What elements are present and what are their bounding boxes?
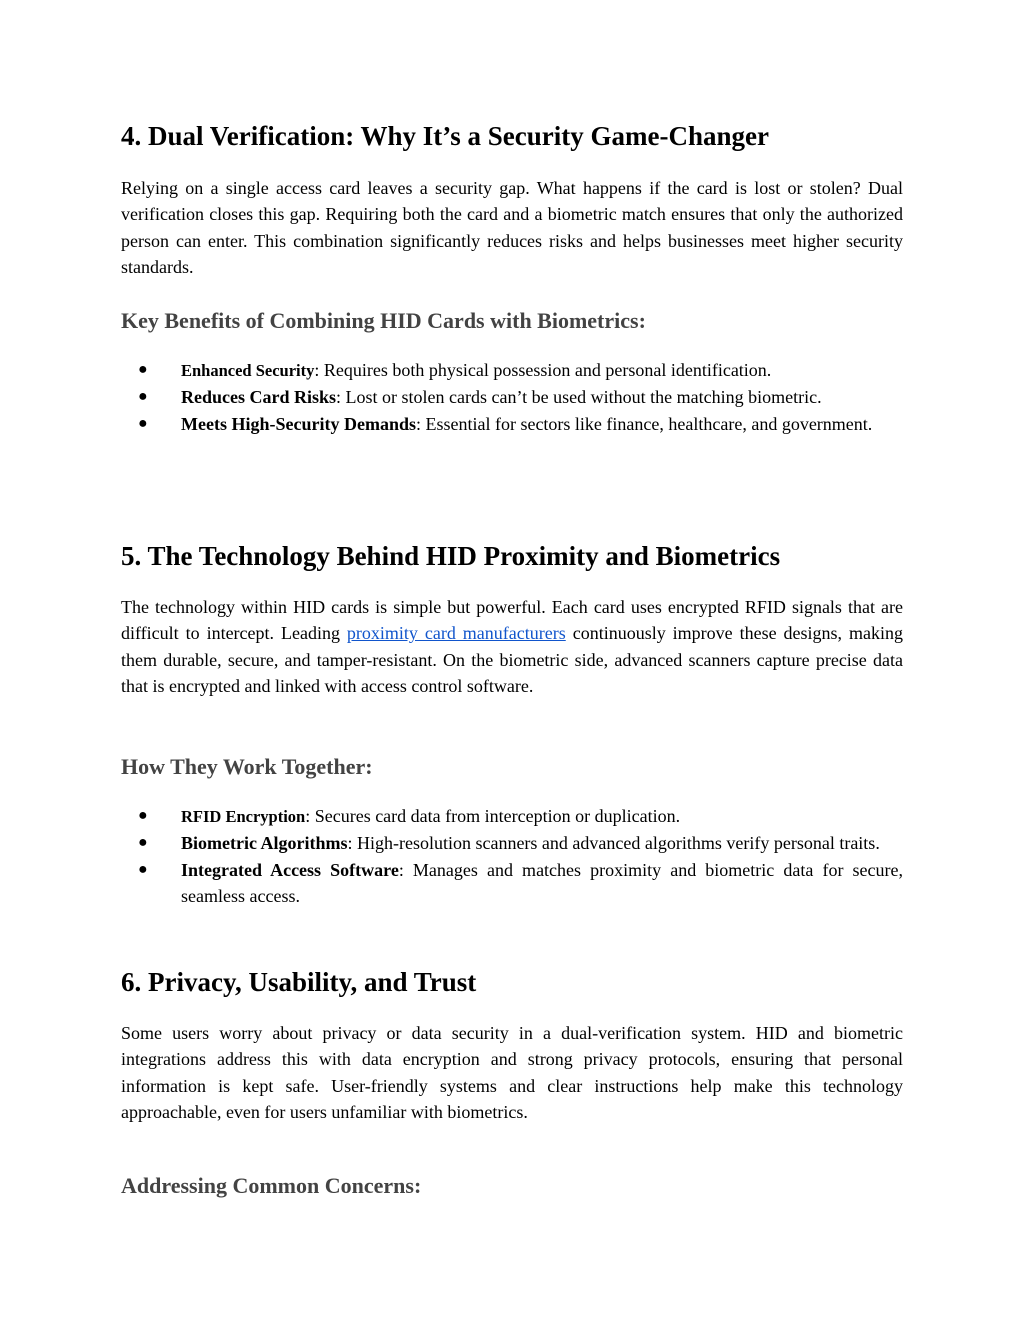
section-5-paragraph: [121, 594, 903, 699]
bullet-icon: ●: [138, 834, 148, 852]
section-4-heading: 4. Dual Verification: Why It’s a Security Game-Changer: [121, 121, 769, 151]
list-item: [121, 830, 903, 856]
list-item: [121, 411, 903, 437]
key-benefits-subheading: Key Benefits of Combining HID Cards with Biometrics:: [121, 308, 646, 333]
list-item-text: : Lost or stolen cards can’t be used without the matching biometric.: [336, 387, 822, 408]
bullet-icon: ●: [138, 414, 148, 432]
key-benefits-list: [121, 357, 903, 437]
bullet-icon: ●: [138, 807, 148, 824]
bullet-icon: ●: [138, 860, 148, 878]
proximity-card-manufacturers-link[interactable]: proximity card manufacturers: [346, 623, 566, 644]
paragraph-text-before-link: The technology within HID cards is simple but powerful. Each card uses encrypted RFID signals that are difficult to intercept. Leading: [121, 597, 903, 644]
list-item: [121, 384, 903, 410]
list-item-term: Biometric Algorithms: [181, 833, 348, 854]
how-they-work-subheading: How They Work Together:: [121, 754, 373, 779]
list-item-term: Enhanced Security: [181, 361, 315, 380]
list-item-term: Integrated Access Software: [181, 859, 399, 880]
list-item-term: RFID Encryption: [181, 807, 306, 826]
list-item-text: : Essential for sectors like finance, healthcare, and government.: [415, 413, 873, 434]
bullet-icon: ●: [138, 361, 148, 378]
list-item-term: Reduces Card Risks: [181, 387, 337, 408]
list-item-text: : Manages and matches proximity and biometric data for secure, seamless access.: [181, 859, 903, 906]
list-item: [121, 857, 903, 910]
how-they-work-list: [121, 803, 903, 909]
list-item-text: : High-resolution scanners and advanced algorithms verify personal traits.: [347, 833, 880, 854]
addressing-concerns-subheading: Addressing Common Concerns:: [121, 1173, 422, 1198]
list-item-text: : Secures card data from interception or duplication.: [305, 806, 681, 826]
paragraph-text-after-link: continuously improve these designs, making them durable, secure, and tamper-resistant. On the biometric side, advanced scanners capture precise data that is encrypted and linked with access control software.: [121, 623, 903, 696]
section-5-heading: 5. The Technology Behind HID Proximity and Biometrics: [121, 541, 781, 571]
section-6-paragraph: Some users worry about privacy or data security in a dual-verification system. HID and biometric integrations address this with data encryption and strong privacy protocols, ensuring that personal information is kept safe. User-friendly systems and clear instructions help make this technology approachable, even for users unfamiliar with biometrics.: [121, 1023, 903, 1122]
section-4-paragraph: Relying on a single access card leaves a security gap. What happens if the card is lost or stolen? Dual verification closes this gap. Requiring both the card and a biometric match ensures that only the authorized person can enter. This combination significantly reduces risks and helps businesses meet higher security standards.: [121, 178, 903, 277]
list-item-term: Meets High-Security Demands: [181, 413, 416, 434]
bullet-icon: ●: [138, 388, 148, 406]
list-item: [121, 357, 903, 384]
list-item-text: : Requires both physical possession and personal identification.: [314, 360, 772, 380]
list-item: [121, 803, 903, 830]
section-6-heading: 6. Privacy, Usability, and Trust: [121, 967, 477, 997]
